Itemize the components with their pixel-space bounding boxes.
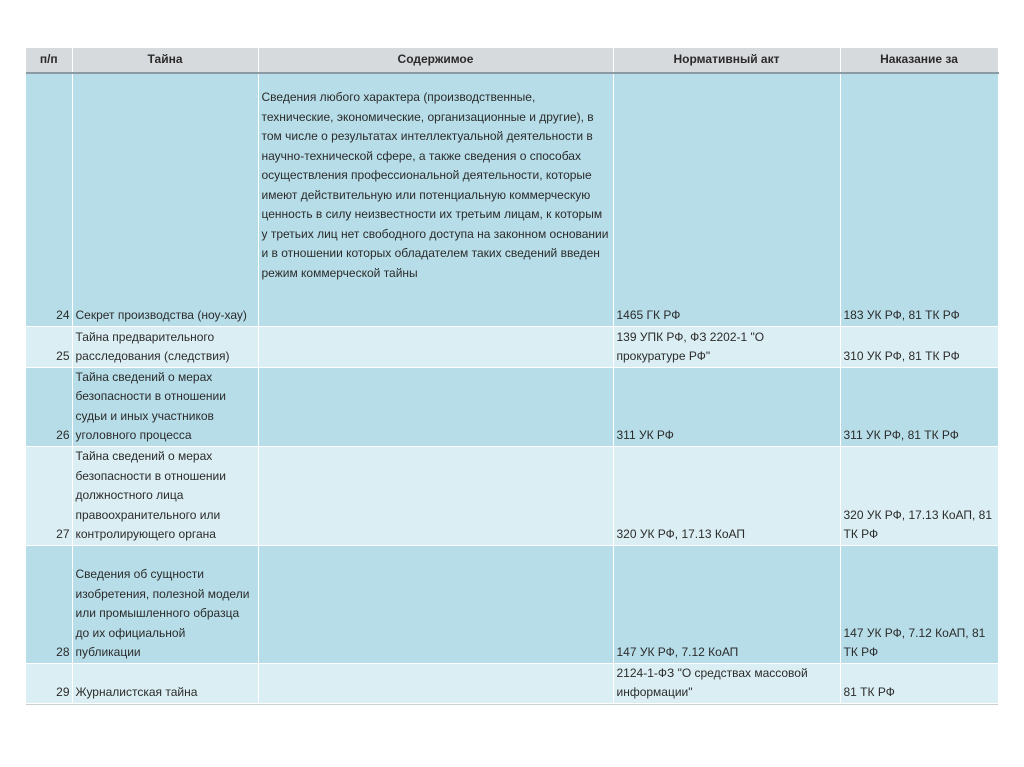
table-row (26, 326, 998, 367)
row-content-text: Сведения любого характера (производственные, технические, экономические, организационные и другие), в том числе о результатах интеллектуальной деятельности в научно-технической сфере, а также сведения о способах осуществления профессиональной деятельности, которые имеют действительную или потенциальную коммерческую ценность в силу неизвестности их третьим лицам, к которым у третьих лиц нет свободного доступа на законном основании и в отношении которых обладателем таких сведений введен режим коммерческой тайны (261, 90, 609, 280)
row-content (258, 446, 613, 545)
row-content (258, 73, 613, 326)
table-row (26, 73, 998, 326)
table-row (26, 545, 998, 663)
row-content (258, 326, 613, 367)
row-penalty: 81 ТК РФ (840, 663, 998, 703)
table-row (26, 367, 998, 446)
row-act: 139 УПК РФ, ФЗ 2202-1 "О прокуратуре РФ" (613, 326, 840, 367)
row-act: 2124-1-ФЗ "О средствах массовой информации" (613, 663, 840, 703)
row-content (258, 545, 613, 663)
header-act: Нормативный акт (613, 48, 840, 73)
row-num: 27 (26, 446, 72, 545)
row-secret: Тайна сведений о мерах безопасности в отношении должностного лица правоохранительного или контролирующего органа (72, 446, 258, 545)
row-num: 25 (26, 326, 72, 367)
row-act: 311 УК РФ (613, 367, 840, 446)
header-secret: Тайна (72, 48, 258, 73)
row-secret: Тайна сведений о мерах безопасности в отношении судьи и иных участников уголовного процесса (72, 367, 258, 446)
header-row (26, 48, 998, 73)
row-secret: Тайна предварительного расследования (следствия) (72, 326, 258, 367)
row-num: 24 (26, 73, 72, 326)
row-penalty: 311 УК РФ, 81 ТК РФ (840, 367, 998, 446)
row-act: 147 УК РФ, 7.12 КоАП (613, 545, 840, 663)
row-num: 26 (26, 367, 72, 446)
row-penalty: 310 УК РФ, 81 ТК РФ (840, 326, 998, 367)
header-penalty: Наказание за (840, 48, 998, 73)
row-secret: Сведения об сущности изобретения, полезной модели или промышленного образца до их официальной публикации (72, 545, 258, 663)
row-act: 1465 ГК РФ (613, 73, 840, 326)
row-penalty: 147 УК РФ, 7.12 КоАП, 81 ТК РФ (840, 545, 998, 663)
row-num: 28 (26, 545, 72, 663)
row-act: 320 УК РФ, 17.13 КоАП (613, 446, 840, 545)
row-content (258, 367, 613, 446)
header-num: п/п (26, 48, 72, 73)
header-content: Содержимое (258, 48, 613, 73)
row-num: 29 (26, 663, 72, 703)
row-secret: Секрет производства (ноу-хау) (72, 73, 258, 326)
row-penalty: 183 УК РФ, 81 ТК РФ (840, 73, 998, 326)
table-row (26, 446, 998, 545)
table-bottom-border (26, 704, 998, 705)
row-secret: Журналистская тайна (72, 663, 258, 703)
row-content (258, 663, 613, 703)
row-penalty: 320 УК РФ, 17.13 КоАП, 81 ТК РФ (840, 446, 998, 545)
secrets-table (26, 48, 999, 704)
table-row (26, 663, 998, 703)
